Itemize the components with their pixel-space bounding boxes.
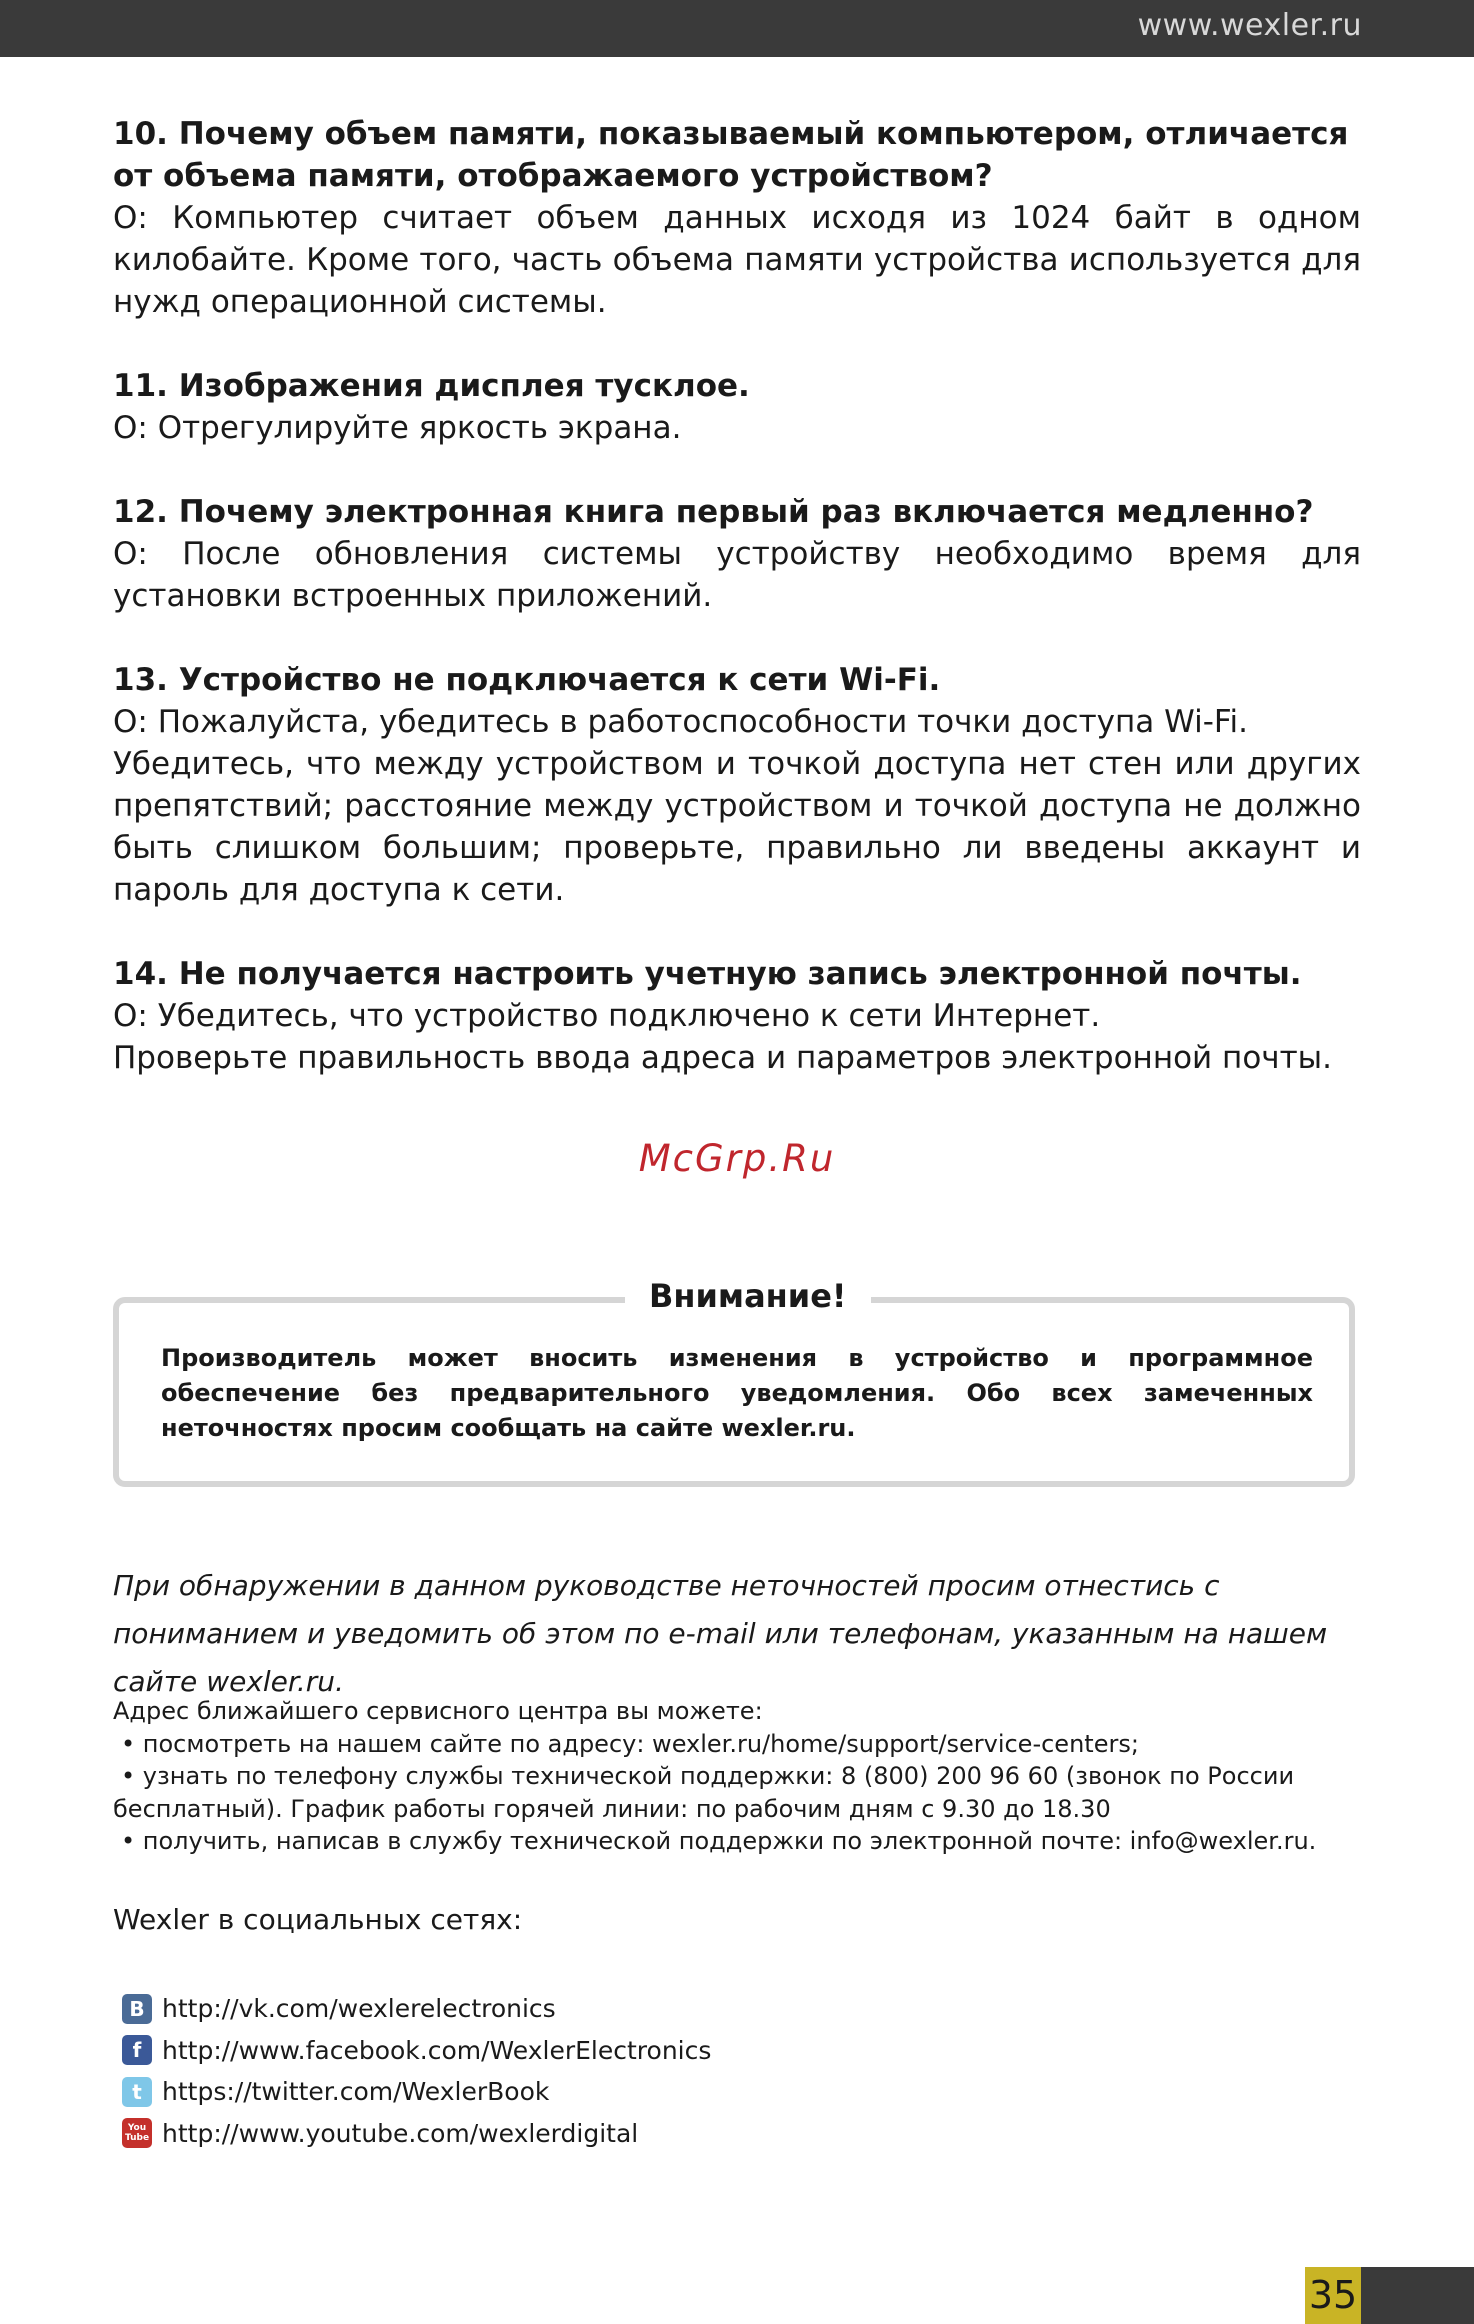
service-bullet: • узнать по телефону службы технической поддержки: 8 (800) 200 96 60 (звонок по России [121,1762,1295,1790]
social-link-twitter[interactable] [122,2071,711,2113]
faq-item [113,491,1361,617]
faq-item [113,953,1361,1079]
vk-icon: B [122,1994,152,2024]
faq-question: 14. Не получается настроить учетную запись электронной почты. [113,956,1302,992]
faq-question: 13. Устройство не подключается к сети Wi-Fi. [113,662,941,698]
social-link-url[interactable]: http://www.facebook.com/WexlerElectronics [162,2035,712,2065]
faq-answer: О: Компьютер считает объем данных исходя из 1024 байт в одном килобайте. Кроме того, часть объема памяти устройства используется для нужд операционной системы. [113,200,1361,320]
faq-answer: О: Отрегулируйте яркость экрана. [113,410,682,446]
social-link-facebook[interactable] [122,2030,711,2072]
watermark: McGrp.Ru [638,1137,836,1180]
faq-question: 12. Почему электронная книга первый раз включается медленно? [113,494,1314,530]
footer-bar [1361,2267,1474,2324]
faq-answer: О: Убедитесь, что устройство подключено к сети Интернет. [113,998,1101,1034]
notice-body: Производитель может вносить изменения в устройство и программное обеспечение без предварительного уведомления. Обо всех замеченных неточностях просим сообщать на сайте wexler.ru. [161,1344,1313,1442]
social-link-url[interactable]: http://vk.com/wexlerelectronics [162,1994,556,2024]
faq-answer: О: После обновления системы устройству необходимо время для установки встроенных приложений. [113,536,1361,614]
site-url[interactable]: www.wexler.ru [1137,8,1362,43]
notice-title: Внимание! [625,1274,871,1318]
feedback-note: При обнаружении в данном руководстве неточностей просим отнестись с пониманием и уведомить об этом по e-mail или телефонам, указанным на нашем сайте wexler.ru. [113,1569,1328,1698]
social-links [122,1988,711,2154]
faq-item [113,659,1361,911]
faq-question: 11. Изображения дисплея тусклое. [113,368,750,404]
social-link-url[interactable]: https://twitter.com/WexlerBook [162,2077,550,2107]
social-link-vk[interactable] [122,1988,711,2030]
social-link-url[interactable]: http://www.youtube.com/wexlerdigital [162,2118,639,2148]
facebook-icon: f [122,2035,152,2065]
faq-answer-detail: Проверьте правильность ввода адреса и параметров электронной почты. [113,1040,1332,1076]
faq-answer-detail: Убедитесь, что между устройством и точкой доступа нет стен или других препятствий; расстояние между устройством и точкой доступа не должно быть слишком большим; проверьте, правильно ли введены аккаунт и пароль для доступа к сети. [113,746,1361,908]
service-bullet: • получить, написав в службу технической поддержки по электронной почте: info@wexler.ru. [121,1827,1317,1855]
faq-question: 10. Почему объем памяти, показываемый компьютером, отличается от объема памяти, отображаемого устройством? [113,116,1349,194]
service-bullet: • посмотреть на нашем сайте по адресу: wexler.ru/home/support/service-centers; [121,1729,1139,1758]
service-intro: Адрес ближайшего сервисного центра вы можете: [113,1697,763,1725]
faq-answer: О: Пожалуйста, убедитесь в работоспособности точки доступа Wi-Fi. [113,704,1248,740]
twitter-icon: t [122,2077,152,2107]
faq-item [113,365,1361,449]
top-bar [0,0,1474,57]
service-center-info [113,1695,1363,1858]
faq-item [113,113,1361,323]
faq-section [113,113,1361,1121]
social-title: Wexler в социальных сетях: [113,1903,523,1936]
page-number: 35 [1305,2267,1361,2324]
youtube-icon: You Tube [122,2118,152,2148]
social-link-youtube[interactable] [122,2113,711,2155]
service-bullet-continuation: бесплатный). График работы горячей линии: по рабочим дням с 9.30 до 18.30 [113,1794,1111,1823]
